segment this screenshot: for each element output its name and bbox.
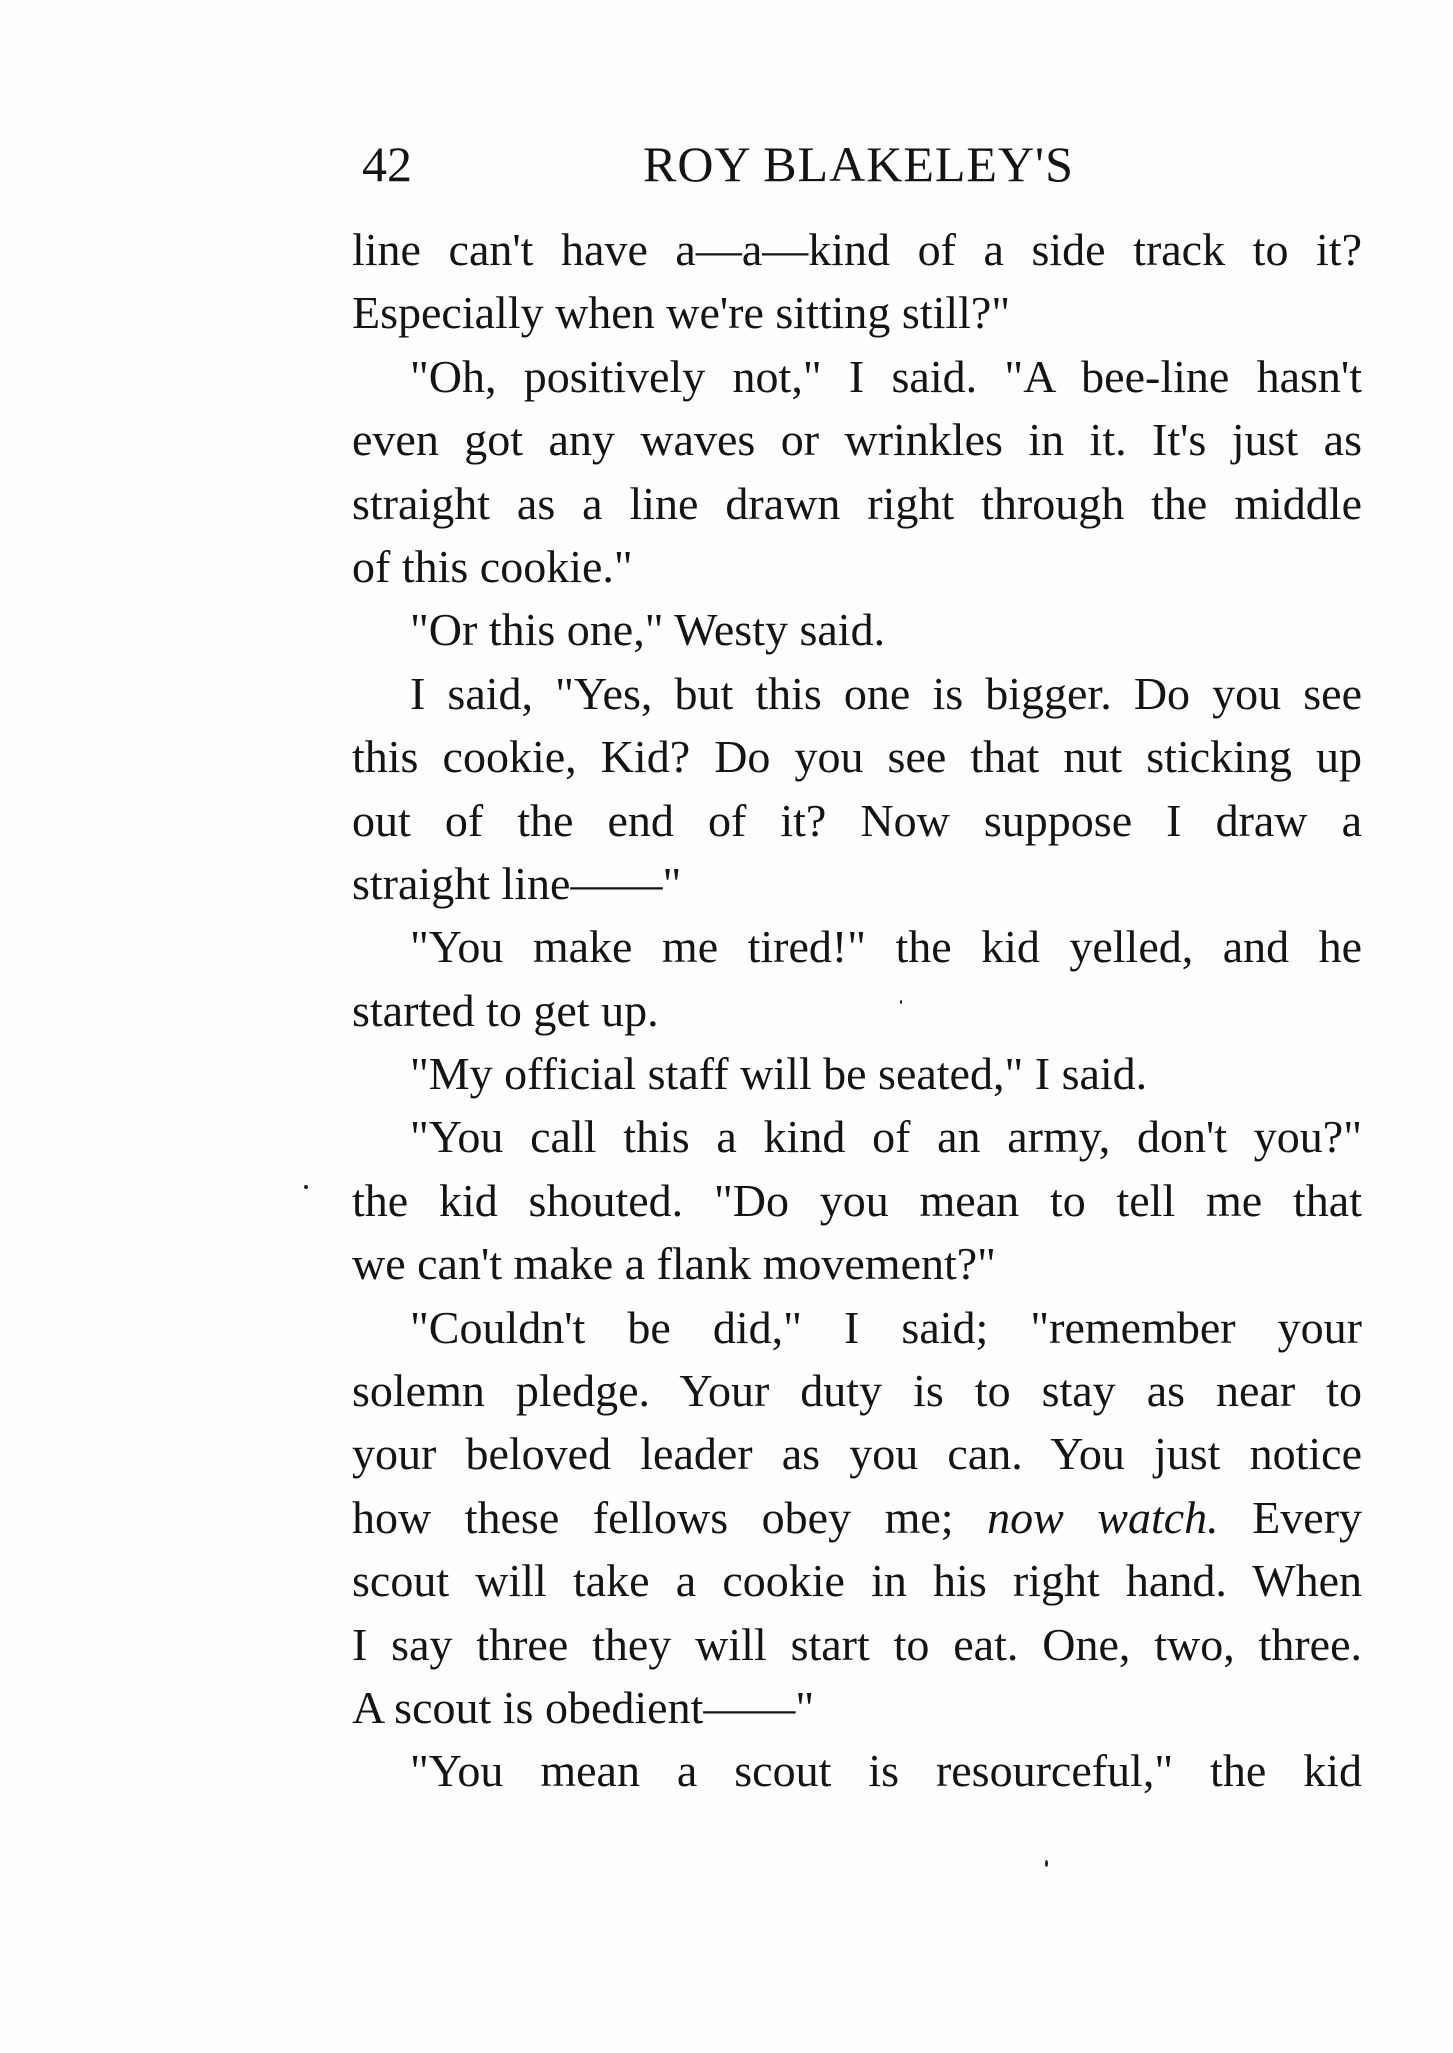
- text-line: your beloved leader as you can. You just notice: [352, 1428, 1362, 1480]
- text-line: of this cookie.": [352, 540, 633, 592]
- text-line: out of the end of it? Now suppose I draw a: [352, 794, 1362, 846]
- print-speck: [304, 1185, 308, 1189]
- text-run: how these fellows obey me;: [352, 1491, 988, 1543]
- text-line: line can't have a—a—kind of a side track to it?: [352, 224, 1362, 275]
- text-line: scout will take a cookie in his right hand. When: [352, 1555, 1362, 1607]
- text-line: started to get up.: [352, 984, 659, 1036]
- text-line: "My official staff will be seated," I said.: [410, 1048, 1148, 1100]
- text-line: we can't make a flank movement?": [352, 1238, 996, 1290]
- text-line: "You mean a scout is resourceful," the kid: [410, 1745, 1362, 1797]
- print-speck: [1045, 1860, 1048, 1867]
- text-line: "Or this one," Westy said.: [410, 604, 886, 656]
- body-text: [352, 218, 1362, 1803]
- text-line: "Oh, positively not," I said. "A bee-line hasn't: [410, 350, 1362, 402]
- text-run: Every: [1218, 1491, 1363, 1543]
- text-line: A scout is obedient——": [352, 1681, 815, 1733]
- print-speck: [900, 1000, 902, 1004]
- text-line: the kid shouted. "Do you mean to tell me that: [352, 1174, 1362, 1226]
- text-line: "You make me tired!" the kid yelled, and he: [410, 921, 1362, 973]
- text-line: straight line——": [352, 857, 682, 909]
- running-title: ROY BLAKELEY'S: [643, 136, 1074, 192]
- text-line: even got any waves or wrinkles in it. It's just as: [352, 414, 1362, 466]
- text-line: I said, "Yes, but this one is bigger. Do you see: [410, 667, 1362, 719]
- text-line: straight as a line drawn right through the middle: [352, 477, 1362, 529]
- page-header: [362, 128, 1362, 200]
- text-line: I say three they will start to eat. One, two, three.: [352, 1618, 1362, 1670]
- text-line: "You call this a kind of an army, don't you?": [410, 1111, 1362, 1163]
- text-line: Especially when we're sitting still?": [352, 287, 1011, 339]
- italic-emphasis: now watch.: [987, 1491, 1219, 1543]
- page-number: 42: [362, 136, 412, 192]
- text-line-with-italic: [352, 1486, 1362, 1549]
- text-line: solemn pledge. Your duty is to stay as near to: [352, 1365, 1362, 1417]
- text-line: this cookie, Kid? Do you see that nut sticking up: [352, 731, 1362, 783]
- text-line: "Couldn't be did," I said; "remember your: [410, 1301, 1362, 1353]
